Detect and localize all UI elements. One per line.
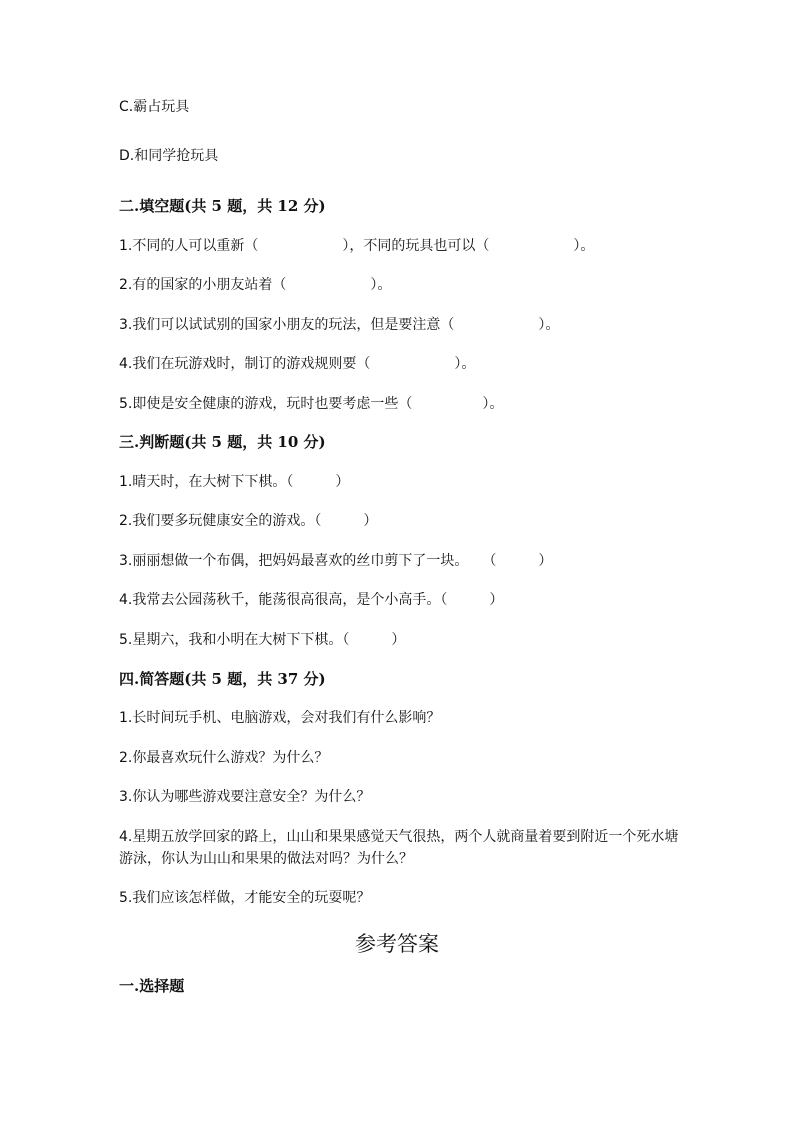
short-answer-q4: 4.星期五放学回家的路上，山山和果果感觉天气很热，两个人就商量着要到附近一个死水塘游泳，你认为山山和果果的做法对吗？为什么？ [119,829,679,867]
judge-q3: 3.丽丽想做一个布偶，把妈妈最喜欢的丝巾剪下了一块。 （ ） [119,553,553,569]
short-answer-q5: 5.我们应该怎样做，才能安全的玩耍呢？ [119,890,371,906]
short-answer-heading: 四.简答题(共 5 题，共 37 分) [119,670,326,688]
choice-d: D.和同学抢玩具 [119,148,219,164]
fill-blank-q1: 1.不同的人可以重新（ ），不同的玩具也可以（ ）。 [119,238,595,254]
judge-q4: 4.我常去公园荡秋千，能荡很高很高，是个小高手。（ ） [119,592,504,608]
choice-c: C.霸占玩具 [119,99,190,115]
judge-q2: 2.我们要多玩健康安全的游戏。（ ） [119,513,378,529]
short-answer-q1: 1.长时间玩手机、电脑游戏，会对我们有什么影响？ [119,710,441,726]
judge-q1: 1.晴天时，在大树下下棋。（ ） [119,474,350,490]
short-answer-q2: 2.你最喜欢玩什么游戏？为什么？ [119,750,329,766]
judge-q5: 5.星期六，我和小明在大树下下棋。（ ） [119,632,406,648]
answers-title: 参考答案 [355,932,439,956]
fill-blank-q4: 4.我们在玩游戏时，制订的游戏规则要（ ）。 [119,356,476,372]
fill-blank-q2: 2.有的国家的小朋友站着（ ）。 [119,277,392,293]
judge-heading: 三.判断题(共 5 题，共 10 分) [119,433,326,451]
short-answer-q3: 3.你认为哪些游戏要注意安全？为什么？ [119,789,371,805]
answers-section1-heading: 一.选择题 [119,977,185,995]
fill-blank-heading: 二.填空题(共 5 题，共 12 分) [119,197,326,215]
fill-blank-q5: 5.即使是安全健康的游戏，玩时也要考虑一些（ ）。 [119,396,504,412]
fill-blank-q3: 3.我们可以试试别的国家小朋友的玩法，但是要注意（ ）。 [119,317,560,333]
